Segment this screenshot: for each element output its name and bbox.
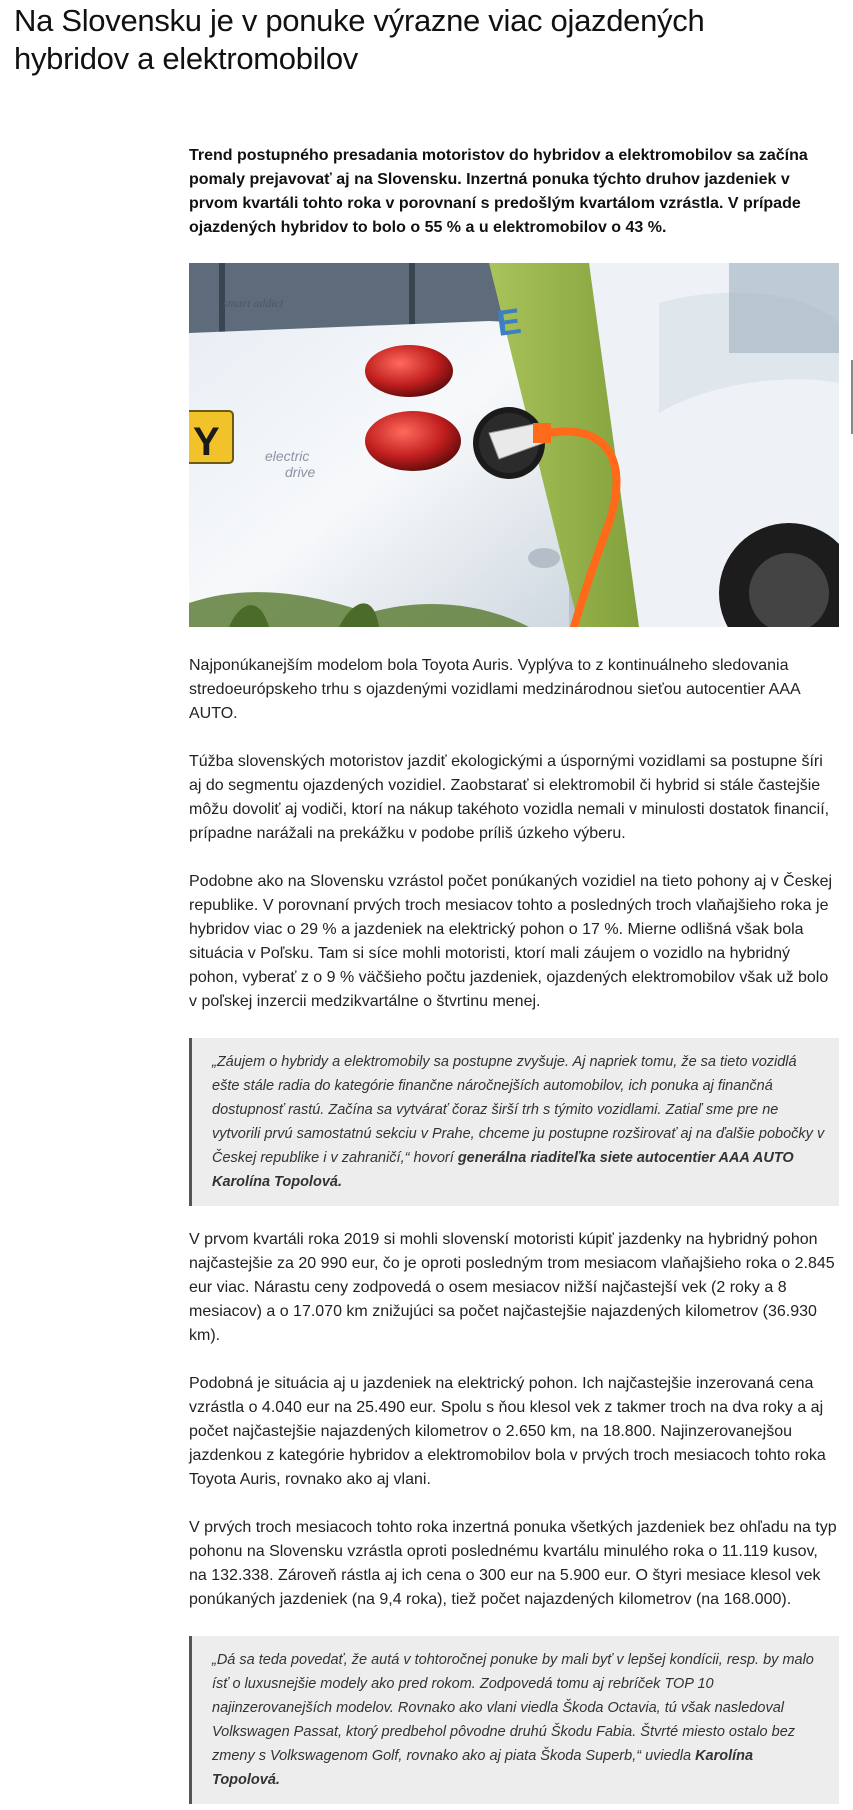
quote-block <box>189 1636 839 1804</box>
paragraph: V prvom kvartáli roka 2019 si mohli slovenskí motoristi kúpiť jazdenky na hybridný pohon najčastejšie za 20 990 eur, čo je oproti posledným trom mesiacom vlaňajšieho roka o 2.845 eur viac. Nárastu ceny zodpovedá o osem mesiacov nižší najčastejší vek (2 roky a 8 mesiacov) a o 17.070 km znižujúci sa počet najčastejšie najazdených kilometrov (36.930 km). <box>189 1231 835 1344</box>
quote-attribution: Karolína Topolová. <box>212 1748 754 1788</box>
svg-text:E: E <box>494 299 524 344</box>
quote-text <box>212 1050 825 1194</box>
paragraph: Túžba slovenských motoristov jazdiť ekologickými a úspornými vozidlami sa postupne šíri aj do segmentu ojazdených vozidiel. Zaobstarať si elektromobil či hybrid si stále častejšie môžu dovoliť aj vodiči, ktorí na nákup takéhoto vozidla nemali v minulosti dostatok financií, prípadne narážali na prekážku v podobe príliš úzkeho výberu. <box>189 753 830 842</box>
quote-block <box>189 1038 839 1206</box>
quote-attribution: generálna riaditeľka siete autocentier AAA AUTO Karolína Topolová. <box>212 1150 794 1190</box>
paragraph: Podobne ako na Slovensku vzrástol počet ponúkaných vozidiel na tieto pohony aj v Českej republike. V porovnaní prvých troch mesiacov tohto a posledných troch vlaňajšieho roka je hybridov viac o 29 % a jazdeniek na elektrický pohon o 17 %. Mierne odlišná však bola situácia v Poľsku. Tam si síce mohli motoristi, ktorí mali záujem o vozidlo na hybridný pohon, vyberať z o 9 % väčšieho počtu jazdeniek, ojazdených elektromobilov však už bolo v poľskej inzercii medzikvartálne o štvrtinu menej. <box>189 873 833 1010</box>
article-photo <box>189 263 839 627</box>
paragraph: V prvých troch mesiacoch tohto roka inzertná ponuka všetkých jazdeniek bez ohľadu na typ pohonu na Slovensku vzrástla oproti poslednému kvartálu minulého roka o 11.119 kusov, na 132.338. Zároveň rástla aj ich cena o 300 eur na 5.900 eur. O štyri mesiace klesol vek ponúkaných jazdeniek (na 9,4 roka), tiež počet najazdených kilometrov (na 168.000). <box>189 1519 837 1608</box>
article-body <box>189 144 839 1804</box>
car-label-line2: drive <box>285 464 316 480</box>
article-lead: Trend postupného presadania motoristov do hybridov a elektromobilov sa začína pomaly prejavovať aj na Slovensku. Inzertná ponuka týchto druhov jazdeniek v prvom kvartáli tohto roka v porovnaní s predošlým kvartálom vzrástla. V prípade ojazdených hybridov to bolo o 55 % a u elektromobilov o 43 %. <box>189 147 808 236</box>
car-label-line1: electric <box>265 448 310 464</box>
badge-text: smart addict <box>223 296 284 310</box>
paragraph: Najponúkanejším modelom bola Toyota Auris. Vyplýva to z kontinuálneho sledovania stredoeurópskeho trhu s ojazdenými vozidlami medzinárodnou sieťou autocentier AAA AUTO. <box>189 657 800 722</box>
article-title: Na Slovensku je v ponuke výrazne viac ojazdených hybridov a elektromobilov <box>14 3 705 76</box>
quote-body: „Dá sa teda povedať, že autá v tohtoročnej ponuke by mali byť v lepšej kondícii, resp. by malo ísť o luxusnejšie modely ako pred rokom. Zodpovedá tomu aj rebríček TOP 10 najinzerovanejších modelov. Rovnako ako vlani viedla Škoda Octavia, tú však nasledoval Volkswagen Passat, ktorý predbehol pôvodne druhú Škodu Fabia. Štvrté miesto ostalo bez zmeny s Volkswagenom Golf, rovnako ako aj piata Škoda Superb,“ uviedla <box>212 1652 814 1764</box>
quote-text <box>212 1648 825 1792</box>
quote-body: „Záujem o hybridy a elektromobily sa postupne zvyšuje. Aj napriek tomu, že sa tieto vozidlá ešte stále radia do kategórie finančne náročnejších automobilov, ich ponuka aj finančná dostupnosť rastú. Začína sa vytvárať čoraz širší trh s týmito vozidlami. Zatiaľ sme pre ne vytvorili prvú samostatnú sekciu v Prahe, chceme ju postupne rozširovať aj na ďalšie pobočky v Českej republike i v zahraničí,“ hovorí <box>212 1054 825 1166</box>
paragraph: Podobná je situácia aj u jazdeniek na elektrický pohon. Ich najčastejšie inzerovaná cena vzrástla o 4.040 eur na 25.490 eur. Spolu s ňou klesol vek z takmer troch na dva roky a aj počet najčastejšie najazdených kilometrov o 2.650 km, na 18.800. Najinzerovanejšou jazdenkou z kategórie hybridov a elektromobilov bola v prvých troch mesiacoch tohto roka Toyota Auris, rovnako ako aj vlani. <box>189 1375 826 1488</box>
plate-text: Y <box>193 420 220 464</box>
